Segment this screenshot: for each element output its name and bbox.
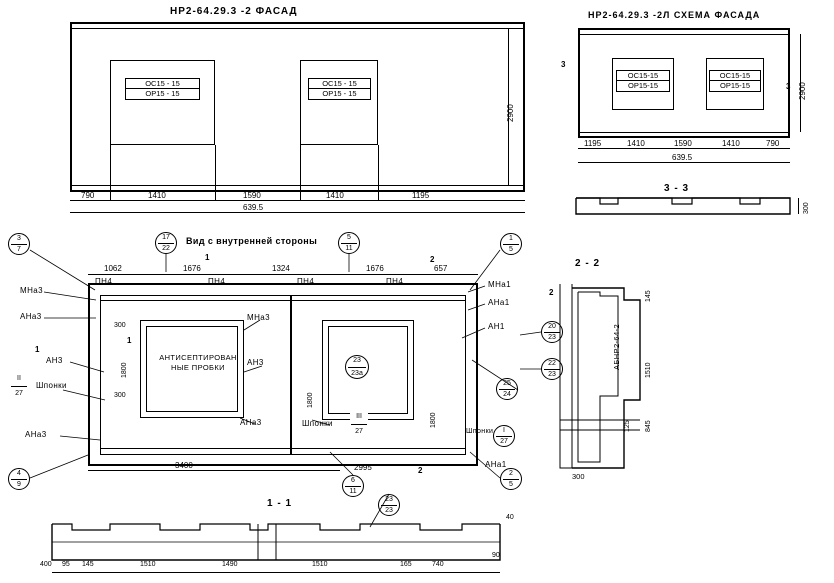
callout-4-9-top: 4 xyxy=(17,470,21,477)
callout-3-7-top: 3 xyxy=(17,235,21,242)
section-2-2-title: 2 - 2 xyxy=(575,258,601,269)
mark-pn4-1: ПН4 xyxy=(95,277,113,286)
callout-2-5-bottom: 5 xyxy=(509,481,513,488)
mark-pn4-4: ПН4 xyxy=(386,277,404,286)
callout-23-23a-bottom: 23а xyxy=(351,370,363,377)
callout-III-27-bottom: 27 xyxy=(355,428,363,435)
win-r-bottom: ОР15 - 15 xyxy=(309,88,370,98)
callout-17-22-bottom: 22 xyxy=(162,245,170,252)
section22-dim-125: 125 xyxy=(624,420,631,432)
mark-mna3-mid: МНа3 xyxy=(247,313,270,322)
shponki-label-left: Шпонки xyxy=(36,381,67,390)
callout-3-7-bottom: 7 xyxy=(17,246,21,253)
scheme-dim-4: 1410 xyxy=(722,139,740,148)
section11-dim-145: 145 xyxy=(82,561,94,568)
mark-pn4-2: ПН4 xyxy=(208,277,226,286)
inner-dim-5: 657 xyxy=(434,264,448,273)
callout-23-23-a-top: 23 xyxy=(385,496,393,503)
shponki-label-mid: Шпонки xyxy=(302,419,333,428)
callout-I-27-top: I xyxy=(503,427,505,434)
scheme-mark-3-left: 3 xyxy=(561,60,566,69)
scheme-win-r-bottom: ОР15-15 xyxy=(710,80,760,90)
facade-dim-3: 1590 xyxy=(243,191,261,200)
win-l-top: ОС15 - 15 xyxy=(145,79,180,88)
section11-dim-1510a: 1510 xyxy=(140,561,156,568)
callout-22-23-bottom: 23 xyxy=(548,371,556,378)
facade-dim-2: 1410 xyxy=(148,191,166,200)
callout-20-23-top: 20 xyxy=(548,323,556,330)
scheme-win-l-top: ОС15-15 xyxy=(627,71,659,80)
section22-dim-845: 845 xyxy=(645,420,652,432)
win-l-bottom: ОР15 - 15 xyxy=(126,88,199,98)
section-arrow-2-bottom: 2 xyxy=(418,466,423,475)
section-arrow-2-right: 2 xyxy=(549,288,554,297)
section11-dim-95: 95 xyxy=(62,561,70,568)
mark-mna3-left: МНа3 xyxy=(20,286,43,295)
callout-25-24-bottom: 24 xyxy=(503,391,511,398)
callout-II-27-bottom: 27 xyxy=(15,390,23,397)
callout-17-22-top: 17 xyxy=(162,234,170,241)
facade-height-dim: 2900 xyxy=(506,104,515,122)
mark-ana1-right-2: АНа1 xyxy=(485,460,507,469)
scheme-total-dim: 639.5 xyxy=(672,153,693,162)
callout-6-11-bottom: 11 xyxy=(349,488,357,495)
mark-an3-mid: АН3 xyxy=(247,358,264,367)
inner-dim-4: 1676 xyxy=(366,264,384,273)
mark-ana3-mid: АНа3 xyxy=(240,418,262,427)
section22-dim-145: 145 xyxy=(645,290,652,302)
callout-23-23a-top: 23 xyxy=(353,357,361,364)
facade-dim-4: 1410 xyxy=(326,191,344,200)
mark-pn4-3: ПН4 xyxy=(297,277,315,286)
section22-dim-300: 300 xyxy=(572,472,585,481)
section-3-3-title: 3 - 3 xyxy=(664,183,690,194)
scheme-win-l-bottom: ОР15-15 xyxy=(617,80,669,90)
section11-dim-90: 90 xyxy=(492,552,500,559)
mark-an1-right: АН1 xyxy=(488,322,505,331)
section11-dim-740: 740 xyxy=(432,561,444,568)
mark-mna1-right: МНа1 xyxy=(488,280,511,289)
inner-dim-1800-c: 1800 xyxy=(430,412,437,428)
scheme-title: НР2-64.29.3 -2Л СХЕМА ФАСАДА xyxy=(588,10,761,20)
shponki-label-right: Шпонки xyxy=(466,428,494,435)
inner-dim-3: 1324 xyxy=(272,264,290,273)
scheme-win-r-top: ОС15-15 xyxy=(719,71,751,80)
scheme-dim-5: 790 xyxy=(766,139,780,148)
section-arrow-1-left: 1 xyxy=(35,345,40,354)
section11-dim-1490: 1490 xyxy=(222,561,238,568)
callout-4-9-bottom: 9 xyxy=(17,481,21,488)
section11-dim-1510b: 1510 xyxy=(312,561,328,568)
section-arrow-2-top: 2 xyxy=(430,255,435,264)
section33-thickness: 300 xyxy=(803,202,810,214)
win-r-top: ОС15 - 15 xyxy=(322,79,357,88)
callout-1-5-bottom: 5 xyxy=(509,246,513,253)
callout-5-11-bottom: 11 xyxy=(345,245,353,252)
section-arrow-1-top: 1 xyxy=(205,253,210,262)
facade-dim-1: 790 xyxy=(81,191,95,200)
callout-1-5-top: 1 xyxy=(509,235,513,242)
section-1-1-title: 1 - 1 xyxy=(267,498,293,509)
inner-dim-1800-a: 1800 xyxy=(121,362,128,378)
scheme-mark-3-right: 3 xyxy=(786,82,791,91)
note-antiseptic-plugs: АНТИСЕПТИРОВАН НЫЕ ПРОБКИ xyxy=(159,353,237,372)
callout-25-24-top: 25 xyxy=(503,380,511,387)
scheme-height-dim: 2900 xyxy=(798,82,807,100)
mark-ana3-left: АНа3 xyxy=(20,312,42,321)
callout-23-23-a-bottom: 23 xyxy=(385,507,393,514)
section11-dim-165: 165 xyxy=(400,561,412,568)
section11-dim-400: 400 xyxy=(40,561,52,568)
facade-title: НР2-64.29.3 -2 ФАСАД xyxy=(170,6,298,17)
callout-6-11-top: 6 xyxy=(351,477,355,484)
callout-20-23-bottom: 23 xyxy=(548,334,556,341)
mark-ana3-left2: АНа3 xyxy=(25,430,47,439)
facade-dim-5: 1195 xyxy=(412,191,430,200)
mark-an3-left: АН3 xyxy=(46,356,63,365)
callout-2-5-top: 2 xyxy=(509,470,513,477)
inner-dim-2995: 2995 xyxy=(354,463,372,472)
callout-II-27-top: II xyxy=(17,375,21,382)
scheme-dim-2: 1410 xyxy=(627,139,645,148)
inner-view-title: Вид с внутренней стороны xyxy=(186,236,318,246)
callout-22-23-top: 22 xyxy=(548,360,556,367)
inner-dim-300-b: 300 xyxy=(114,392,126,399)
inner-dim-300-a: 300 xyxy=(114,322,126,329)
callout-III-27-top: III xyxy=(356,413,362,420)
section-arrow-1-mid: 1 xyxy=(127,336,132,345)
inner-dim-1: 1062 xyxy=(104,264,122,273)
callout-I-27-bottom: 27 xyxy=(500,438,508,445)
section11-dim-40: 40 xyxy=(506,514,514,521)
facade-total-dim: 639.5 xyxy=(243,203,264,212)
scheme-dim-3: 1590 xyxy=(674,139,692,148)
scheme-dim-1: 1195 xyxy=(584,139,602,148)
inner-dim-3400: 3400 xyxy=(175,461,193,470)
section22-dim-1510: 1510 xyxy=(645,362,652,378)
inner-dim-2: 1676 xyxy=(183,264,201,273)
callout-5-11-top: 5 xyxy=(347,234,351,241)
section22-panel-label: АБНР2-64-2 xyxy=(612,323,621,370)
inner-dim-1800-b: 1800 xyxy=(307,392,314,408)
mark-ana1-right: АНа1 xyxy=(488,298,510,307)
